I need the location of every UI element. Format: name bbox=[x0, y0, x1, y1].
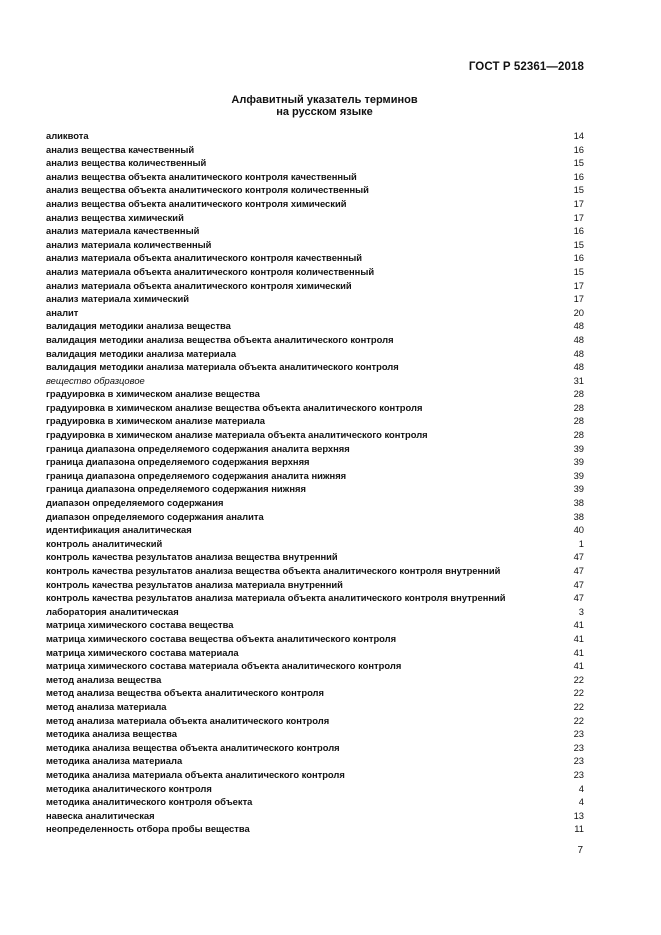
index-entry-term: метод анализа вещества объекта аналитического контроля bbox=[46, 687, 324, 699]
page-number: 7 bbox=[577, 845, 583, 856]
index-entry-term: граница диапазона определяемого содержания нижняя bbox=[46, 483, 306, 495]
index-entry bbox=[46, 754, 584, 768]
index-entry-term: матрица химического состава вещества объекта аналитического контроля bbox=[46, 632, 397, 644]
index-entry bbox=[46, 822, 584, 836]
index-entry-term: контроль качества результатов анализа вещества объекта аналитического контроля внутренний bbox=[46, 565, 501, 576]
index-entry-page: 47 bbox=[573, 551, 584, 563]
index-entry bbox=[46, 347, 584, 361]
index-entry bbox=[46, 686, 584, 700]
index-entry-term: матрица химического состава вещества bbox=[46, 619, 234, 631]
index-entry-page: 3 bbox=[578, 605, 584, 617]
index-entry bbox=[46, 319, 584, 333]
index-entry-term: аналит bbox=[46, 306, 79, 318]
index-entry bbox=[46, 265, 584, 279]
index-entry-term: аликвота bbox=[46, 130, 89, 141]
index-entry-page: 16 bbox=[573, 252, 584, 264]
index-entry-page: 38 bbox=[573, 510, 584, 522]
index-entry-page: 41 bbox=[573, 660, 584, 672]
index-entry-page: 15 bbox=[573, 184, 584, 196]
index-entry-term: контроль качества результатов анализа материала внутренний bbox=[46, 578, 343, 590]
index-entry-page: 28 bbox=[573, 429, 584, 441]
index-entry bbox=[46, 646, 584, 660]
index-entry-term: анализ материала качественный bbox=[46, 225, 200, 237]
index-title-line-1: Алфавитный указатель терминов bbox=[231, 94, 418, 106]
index-entry-term: валидация методики анализа материала объекта аналитического контроля bbox=[46, 361, 399, 373]
index-entry-page: 48 bbox=[573, 320, 584, 332]
index-entry-page: 41 bbox=[573, 619, 584, 631]
index-entry-term: контроль качества результатов анализа вещества внутренний bbox=[46, 551, 338, 563]
index-entry bbox=[46, 700, 584, 714]
index-entry bbox=[46, 768, 584, 782]
index-entry-page: 17 bbox=[573, 211, 584, 223]
index-entry bbox=[46, 727, 584, 741]
index-entry-term: валидация методики анализа вещества объекта аналитического контроля bbox=[46, 333, 394, 345]
index-entry bbox=[46, 224, 584, 238]
index-entry-page: 4 bbox=[578, 796, 584, 808]
index-entry bbox=[46, 659, 584, 673]
index-entry bbox=[46, 170, 584, 184]
index-entry bbox=[46, 211, 584, 225]
index-entry-term: матрица химического состава материала объекта аналитического контроля bbox=[46, 660, 402, 672]
index-entry-page: 23 bbox=[573, 741, 584, 753]
index-entry bbox=[46, 591, 584, 605]
index-entry bbox=[46, 782, 584, 796]
index-entry-term: диапазон определяемого содержания bbox=[46, 497, 224, 509]
index-entry-term: методика анализа вещества объекта аналитического контроля bbox=[46, 741, 340, 753]
index-entry bbox=[46, 129, 584, 143]
index-title-line-2: на русском языке bbox=[276, 106, 373, 118]
index-entry bbox=[46, 197, 584, 211]
index-entry-page: 17 bbox=[573, 197, 584, 209]
index-entry-page: 47 bbox=[573, 578, 584, 590]
index-entry-term: валидация методики анализа материала bbox=[46, 347, 237, 359]
index-entry bbox=[46, 550, 584, 564]
index-entry bbox=[46, 618, 584, 632]
index-entry-page: 38 bbox=[573, 497, 584, 509]
index-entry-term: градуировка в химическом анализе вещества объекта аналитического контроля bbox=[46, 401, 423, 413]
index-entry-page: 28 bbox=[573, 388, 584, 400]
index-entry bbox=[46, 469, 584, 483]
index-entry-term: анализ материала объекта аналитического контроля химический bbox=[46, 279, 352, 291]
index-entry-term: методика аналитического контроля bbox=[46, 782, 212, 794]
index-entry-term: навеска аналитическая bbox=[46, 809, 155, 821]
index-entry-page: 22 bbox=[573, 673, 584, 685]
index-entry-term: граница диапазона определяемого содержания аналита нижняя bbox=[46, 469, 347, 481]
index-entry-term: матрица химического состава материала bbox=[46, 646, 239, 658]
index-entry-term: анализ материала объекта аналитического контроля количественный bbox=[46, 265, 375, 277]
index-entry bbox=[46, 714, 584, 728]
index-entry bbox=[46, 387, 584, 401]
index-entry-term: методика анализа вещества bbox=[46, 728, 177, 740]
index-entry-page: 15 bbox=[573, 157, 584, 169]
index-entry bbox=[46, 238, 584, 252]
index-entry bbox=[46, 741, 584, 755]
index-entry-page: 47 bbox=[573, 565, 584, 576]
index-entry-term: анализ вещества качественный bbox=[46, 143, 195, 155]
index-entry-page: 17 bbox=[573, 279, 584, 291]
term-index-list bbox=[46, 129, 584, 836]
index-entry bbox=[46, 795, 584, 809]
index-entry-term: граница диапазона определяемого содержания верхняя bbox=[46, 456, 310, 468]
index-entry-term: градуировка в химическом анализе материала объекта аналитического контроля bbox=[46, 429, 428, 441]
index-entry-page: 41 bbox=[573, 646, 584, 658]
index-entry-term: граница диапазона определяемого содержания аналита верхняя bbox=[46, 442, 350, 454]
index-entry-page: 13 bbox=[573, 809, 584, 821]
index-entry-page: 22 bbox=[573, 700, 584, 712]
index-entry-term: анализ вещества объекта аналитического контроля количественный bbox=[46, 184, 369, 196]
index-entry-term: методика анализа материала объекта аналитического контроля bbox=[46, 768, 345, 780]
index-entry-page: 23 bbox=[573, 728, 584, 740]
index-entry bbox=[46, 183, 584, 197]
index-entry bbox=[46, 564, 584, 578]
index-entry-term: метод анализа материала bbox=[46, 700, 167, 712]
index-entry-page: 28 bbox=[573, 415, 584, 427]
index-entry bbox=[46, 374, 584, 388]
index-entry-term: анализ вещества объекта аналитического контроля химический bbox=[46, 197, 347, 209]
index-entry-page: 23 bbox=[573, 755, 584, 767]
index-entry-term: градуировка в химическом анализе материала bbox=[46, 415, 265, 427]
index-entry bbox=[46, 523, 584, 537]
index-entry-term: методика анализа материала bbox=[46, 755, 183, 767]
index-entry bbox=[46, 482, 584, 496]
index-entry-page: 31 bbox=[573, 374, 584, 386]
index-entry-term: анализ вещества химический bbox=[46, 211, 184, 223]
index-entry bbox=[46, 809, 584, 823]
index-entry-term: методика аналитического контроля объекта bbox=[46, 796, 253, 808]
standard-code: ГОСТ Р 52361—2018 bbox=[468, 61, 584, 73]
index-entry-term: градуировка в химическом анализе вещества bbox=[46, 388, 260, 400]
index-entry bbox=[46, 279, 584, 293]
index-entry-page: 47 bbox=[573, 592, 584, 604]
index-entry-term: контроль качества результатов анализа материала объекта аналитического контроля внутренний bbox=[46, 592, 506, 604]
index-entry-page: 23 bbox=[573, 768, 584, 780]
index-entry-page: 28 bbox=[573, 401, 584, 413]
index-entry-page: 17 bbox=[573, 293, 584, 305]
index-entry-page: 39 bbox=[573, 456, 584, 468]
index-entry-page: 16 bbox=[573, 170, 584, 182]
index-entry-page: 48 bbox=[573, 347, 584, 359]
index-entry bbox=[46, 401, 584, 415]
index-entry-term: валидация методики анализа вещества bbox=[46, 320, 231, 332]
index-entry-page: 20 bbox=[573, 306, 584, 318]
index-entry-page: 39 bbox=[573, 483, 584, 495]
index-entry-page: 22 bbox=[573, 714, 584, 726]
index-entry-term: лаборатория аналитическая bbox=[46, 605, 179, 617]
index-entry bbox=[46, 673, 584, 687]
index-entry bbox=[46, 414, 584, 428]
index-entry bbox=[46, 578, 584, 592]
index-entry-page: 48 bbox=[573, 361, 584, 373]
index-entry-term: анализ материала количественный bbox=[46, 238, 212, 250]
index-entry bbox=[46, 442, 584, 456]
index-entry bbox=[46, 251, 584, 265]
index-entry-term: анализ вещества количественный bbox=[46, 157, 207, 169]
index-entry-term: метод анализа вещества bbox=[46, 673, 162, 685]
index-title bbox=[0, 94, 661, 118]
index-entry bbox=[46, 632, 584, 646]
index-entry bbox=[46, 537, 584, 551]
index-entry-page: 39 bbox=[573, 442, 584, 454]
index-entry bbox=[46, 360, 584, 374]
index-entry-term: идентификация аналитическая bbox=[46, 524, 192, 536]
index-entry bbox=[46, 143, 584, 157]
index-entry bbox=[46, 156, 584, 170]
index-entry bbox=[46, 292, 584, 306]
index-entry-page: 48 bbox=[573, 333, 584, 345]
index-entry-page: 41 bbox=[573, 632, 584, 644]
index-entry-page: 22 bbox=[573, 687, 584, 699]
index-entry-page: 14 bbox=[573, 130, 584, 141]
index-entry-page: 16 bbox=[573, 143, 584, 155]
index-entry-term: диапазон определяемого содержания аналита bbox=[46, 510, 264, 522]
index-entry-page: 39 bbox=[573, 469, 584, 481]
index-entry bbox=[46, 605, 584, 619]
index-entry bbox=[46, 333, 584, 347]
index-entry-term: контроль аналитический bbox=[46, 537, 163, 549]
index-entry-page: 16 bbox=[573, 225, 584, 237]
index-entry-page: 40 bbox=[573, 524, 584, 536]
index-entry bbox=[46, 306, 584, 320]
index-entry-term: метод анализа материала объекта аналитического контроля bbox=[46, 714, 330, 726]
index-entry-term: анализ материала химический bbox=[46, 293, 190, 305]
index-entry bbox=[46, 496, 584, 510]
index-entry bbox=[46, 510, 584, 524]
index-entry-term: неопределенность отбора пробы вещества bbox=[46, 823, 250, 835]
index-entry bbox=[46, 455, 584, 469]
index-entry-page: 15 bbox=[573, 238, 584, 250]
index-entry-term: анализ вещества объекта аналитического контроля качественный bbox=[46, 170, 357, 182]
index-entry bbox=[46, 428, 584, 442]
index-entry-term: анализ материала объекта аналитического контроля качественный bbox=[46, 252, 363, 264]
index-entry-page: 1 bbox=[578, 537, 584, 549]
index-entry-page: 11 bbox=[574, 823, 584, 835]
index-entry-page: 15 bbox=[573, 265, 584, 277]
index-entry-term: вещество образцовое bbox=[46, 374, 145, 386]
index-entry-page: 4 bbox=[578, 782, 584, 794]
